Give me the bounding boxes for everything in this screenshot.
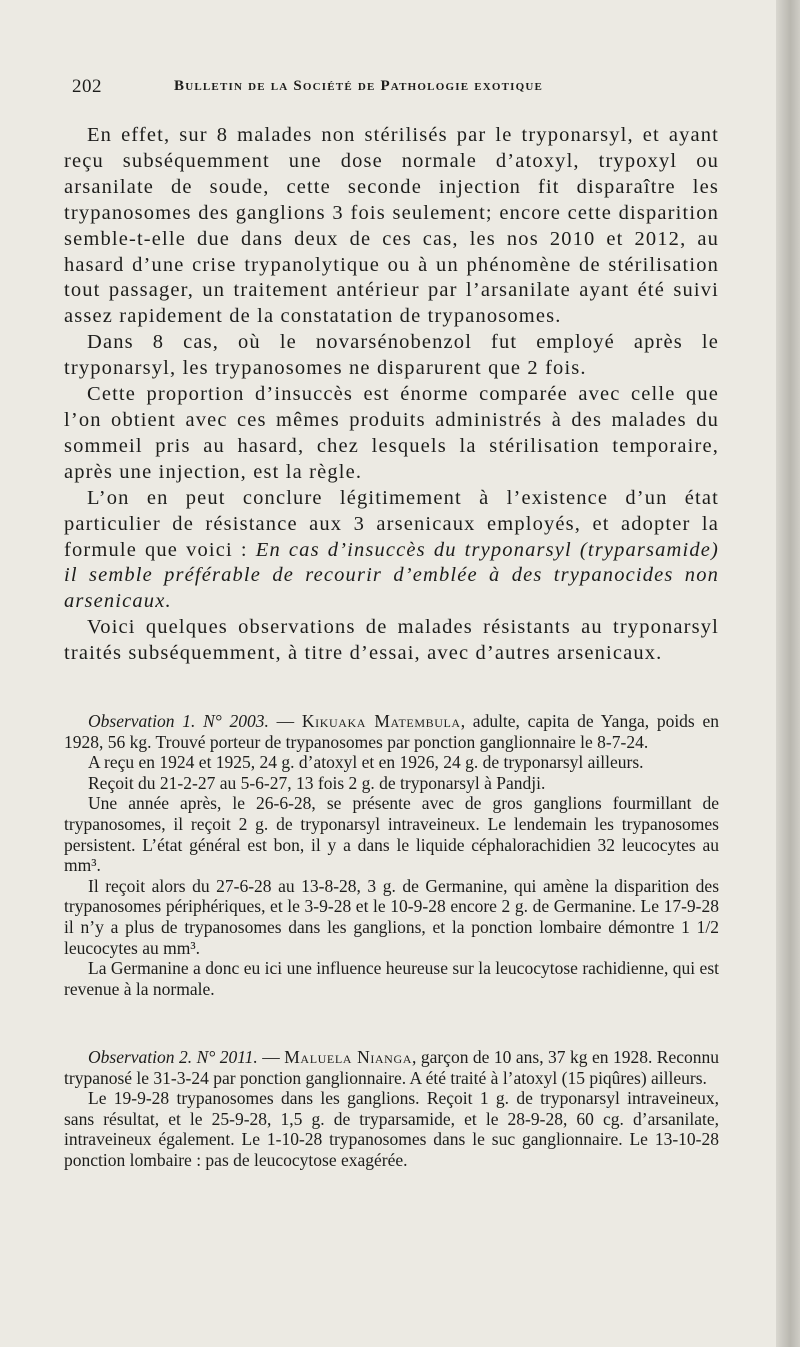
observation-paragraph: La Germanine a donc eu ici une influence heureuse sur la leucocytose rachidienne, qui est revenue à la normale. — [64, 958, 719, 999]
paragraph: En effet, sur 8 malades non stérilisés par le tryponarsyl, et ayant reçu subséquemment une dose normale d’atoxyl, trypoxyl ou arsanilate de soude, cette seconde injection fit disparaître les trypanosomes des ganglions 3 fois seulement; encore cette disparition semble-t-elle due dans deux de ces cas, les nos 2010 et 2012, au hasard d’une crise trypanolytique ou à un phénomène de stérilisation tout passager, un traitement antérieur par l’arsanilate ayant été suivi assez rapidement de la constatation de trypanosomes. — [64, 124, 719, 328]
paragraph-conclusion — [64, 486, 719, 616]
observation-2 — [64, 1047, 719, 1171]
observation-paragraph: Il reçoit alors du 27-6-28 au 13-8-28, 3 g. de Germanine, qui amène la disparition des trypanosomes périphériques, et le 3-9-28 et le 10-9-28 encore 2 g. de Germanine. Le 17-9-28 il n’y a plus de trypanosomes dans les ganglions, et la ponction lombaire démontre 1 1/2 leucocytes au mm³. — [64, 875, 719, 958]
observation-1 — [64, 711, 719, 999]
observation-intro-text: , garçon de 10 ans, 37 kg en 1928. Reconnu trypanosé le 31-3-24 par ponction ganglionnaire. A été traité à l’atoxyl (15 piqûres) ailleurs. — [64, 1047, 720, 1088]
page-header — [72, 76, 722, 102]
page-edge — [776, 0, 800, 1347]
observation-paragraph: A reçu en 1924 et 1925, 24 g. d’atoxyl et en 1926, 24 g. de tryponarsyl ailleurs. — [88, 752, 644, 773]
running-title: Bulletin de la Société de Pathologie exotique — [174, 78, 544, 94]
observation-paragraph: Le 19-9-28 trypanosomes dans les ganglions. Reçoit 1 g. de tryponarsyl intraveineux, sans résultat, et le 25-9-28, 1,5 g. de tryparsamide, et le 28-9-28, 60 cg. d’arsanilate, intraveineux également. Le 1-10-28 trypanosomes dans le suc ganglionnaire. Le 13-10-28 ponction lombaire : pas de leucocytose exagérée. — [64, 1088, 719, 1170]
observation-heading: Observation 2. N° 2011. — [88, 1047, 258, 1067]
patient-name: Kikuaka Matembula — [301, 711, 461, 731]
observation-intro — [64, 711, 719, 752]
paragraph: Cette proportion d’insuccès est énorme comparée avec celle que l’on obtient avec ces mêmes produits administrés à des malades du sommeil pris au hasard, chez lesquels la stérilisation temporaire, après une injection, est la règle. — [64, 383, 719, 483]
observation-intro-text: , adulte, capita de Yanga, poids en 1928, 56 kg. Trouvé porteur de trypanosomes par ponction ganglionnaire le 8-7-24. — [64, 711, 719, 752]
observation-paragraph: Une année après, le 26-6-28, se présente avec de gros ganglions fourmillant de trypanosomes, il reçoit 2 g. de tryponarsyl intraveineux. Le lendemain les trypanosomes persistent. L’état général est bon, il y a dans le liquide céphalorachidien 32 leucocytes au mm³. — [64, 793, 719, 876]
main-text — [64, 123, 719, 667]
dash: — — [257, 1047, 285, 1067]
patient-name: Maluela Nianga — [284, 1047, 412, 1067]
dash: — — [268, 711, 302, 731]
paragraph: Voici quelques observations de malades résistants au tryponarsyl traités subséquemment, à titre d’essai, avec d’autres arsenicaux. — [64, 616, 719, 665]
paragraph: Dans 8 cas, où le novarsénobenzol fut employé après le tryponarsyl, les trypanosomes ne disparurent que 2 fois. — [64, 331, 719, 380]
observation-heading: Observation 1. N° 2003. — [88, 711, 269, 731]
observation-intro — [64, 1047, 719, 1088]
conclusion-formula: En cas d’insuccès du tryponarsyl (tryparsamide) il semble préférable de recourir d’emblée à des trypanocides non arsenicaux. — [64, 538, 719, 613]
conclusion-text: L’on en peut conclure légitimement à l’existence d’un état particulier de résistance aux 3 arsenicaux employés, et adopter la formule que voici : — [64, 486, 719, 561]
observation-paragraph: Reçoit du 21-2-27 au 5-6-27, 13 fois 2 g. de tryponarsyl à Pandji. — [88, 772, 546, 793]
page-number: 202 — [72, 76, 102, 97]
